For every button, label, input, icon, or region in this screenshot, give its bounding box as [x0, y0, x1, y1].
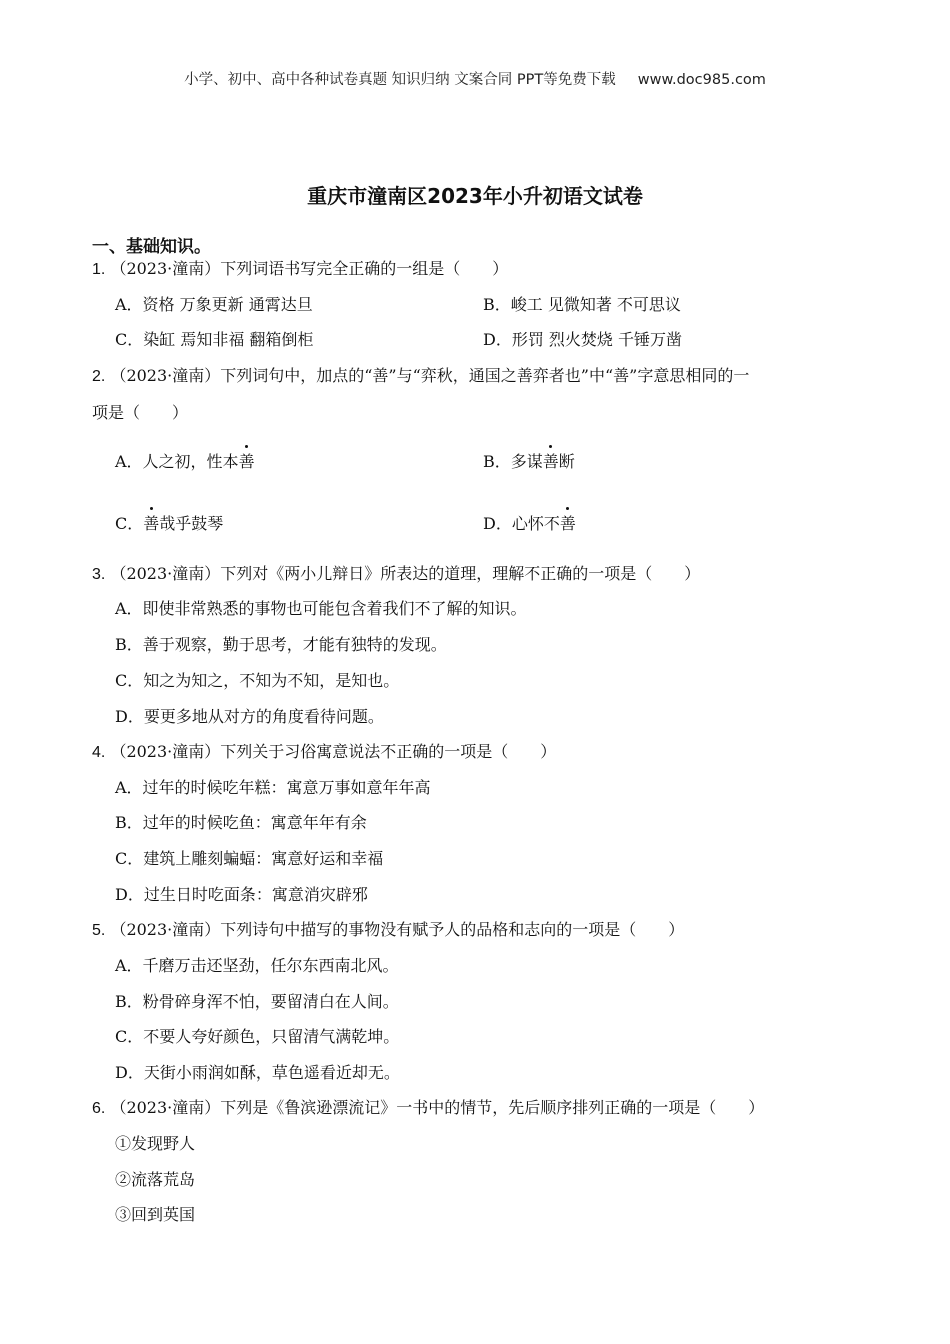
question-stem: 下列词语书写完全正确的一组是（ ）	[220, 259, 509, 278]
exam-title: 重庆市潼南区2023年小升初语文试卷	[307, 184, 643, 208]
emphasis-char: 善	[238, 452, 255, 471]
q3-option-b[interactable]: B．善于观察，勤于思考，才能有独特的发现。	[115, 635, 447, 654]
option-text: C．	[115, 514, 144, 533]
q2-option-c[interactable]	[115, 513, 223, 535]
question-source: （2023·潼南）	[110, 742, 221, 761]
q5-option-c[interactable]: C．不要人夸好颜色，只留清气满乾坤。	[115, 1027, 400, 1046]
question-source: （2023·潼南）	[110, 564, 221, 583]
question-3	[92, 563, 700, 586]
question-stem: 下列关于习俗寓意说法不正确的一项是（ ）	[220, 742, 557, 761]
emphasis-char: 善	[542, 452, 559, 471]
question-number: 6.	[92, 1100, 106, 1117]
page-header	[0, 68, 950, 89]
q5-option-b[interactable]: B．粉骨碎身浑不怕，要留清白在人间。	[115, 992, 399, 1011]
option-text: D．心怀不	[483, 514, 560, 533]
option-text: 哉乎鼓琴	[159, 514, 224, 533]
q4-option-a[interactable]: A．过年的时候吃年糕：寓意万事如意年年高	[115, 778, 431, 797]
question-number: 4.	[92, 744, 106, 761]
question-5	[92, 919, 684, 942]
q4-option-c[interactable]: C．建筑上雕刻蝙蝠：寓意好运和幸福	[115, 849, 384, 868]
option-text: B．多谋	[483, 452, 543, 471]
q1-option-d[interactable]: D．形罚 烈火焚烧 千锤万凿	[483, 330, 683, 349]
question-source: （2023·潼南）	[110, 1098, 221, 1117]
section-heading: 一、基础知识。	[92, 237, 211, 257]
option-text: 断	[558, 452, 575, 471]
question-stem: 下列诗句中描写的事物没有赋予人的品格和志向的一项是（ ）	[220, 920, 685, 939]
question-source: （2023·潼南）	[110, 366, 221, 385]
emphasis-char: 善	[143, 514, 160, 533]
question-stem: 下列词句中，加点的“善”与“弈秋，通国之善弈者也”中“善”字意思相同的一	[220, 366, 750, 385]
question-number: 2.	[92, 368, 106, 385]
q4-option-d[interactable]: D．过生日时吃面条：寓意消灾辟邪	[115, 885, 368, 904]
q2-option-a[interactable]	[115, 451, 255, 473]
question-source: （2023·潼南）	[110, 259, 221, 278]
question-stem: 下列是《鲁滨逊漂流记》一书中的情节，先后顺序排列正确的一项是（ ）	[220, 1098, 765, 1117]
q1-option-a[interactable]: A．资格 万象更新 通霄达旦	[115, 295, 313, 314]
question-6	[92, 1097, 764, 1120]
question-number: 3.	[92, 566, 106, 583]
q3-option-d[interactable]: D．要更多地从对方的角度看待问题。	[115, 707, 384, 726]
header-site-link[interactable]: www.doc985.com	[637, 72, 766, 88]
question-number: 5.	[92, 922, 106, 939]
q5-option-d[interactable]: D．天街小雨润如酥，草色遥看近却无。	[115, 1063, 400, 1082]
header-text: 小学、初中、高中各种试卷真题 知识归纳 文案合同 PPT等免费下载	[184, 72, 616, 88]
q5-option-a[interactable]: A．千磨万击还坚劲，任尔东西南北风。	[115, 956, 399, 975]
question-4	[92, 741, 556, 764]
question-2-stem-cont: 项是（ ）	[92, 403, 189, 422]
q6-item-3: ③回到英国	[115, 1205, 196, 1224]
question-number: 1.	[92, 261, 106, 278]
q1-option-b[interactable]: B．峻工 见微知著 不可思议	[483, 295, 681, 314]
q4-option-b[interactable]: B．过年的时候吃鱼：寓意年年有余	[115, 813, 367, 832]
question-1	[92, 258, 508, 281]
q2-option-b[interactable]	[483, 451, 575, 473]
q3-option-a[interactable]: A．即使非常熟悉的事物也可能包含着我们不了解的知识。	[115, 599, 527, 618]
emphasis-char: 善	[559, 514, 576, 533]
question-stem: 下列对《两小儿辩日》所表达的道理，理解不正确的一项是（ ）	[220, 564, 701, 583]
q6-item-1: ①发现野人	[115, 1134, 196, 1153]
q6-item-2: ②流落荒岛	[115, 1170, 196, 1189]
q2-option-d[interactable]	[483, 513, 576, 535]
option-text: A．人之初，性本	[115, 452, 239, 471]
q1-option-c[interactable]: C．染缸 焉知非福 翻箱倒柜	[115, 330, 314, 349]
q3-option-c[interactable]: C．知之为知之，不知为不知，是知也。	[115, 671, 400, 690]
question-source: （2023·潼南）	[110, 920, 221, 939]
question-2	[92, 365, 749, 388]
